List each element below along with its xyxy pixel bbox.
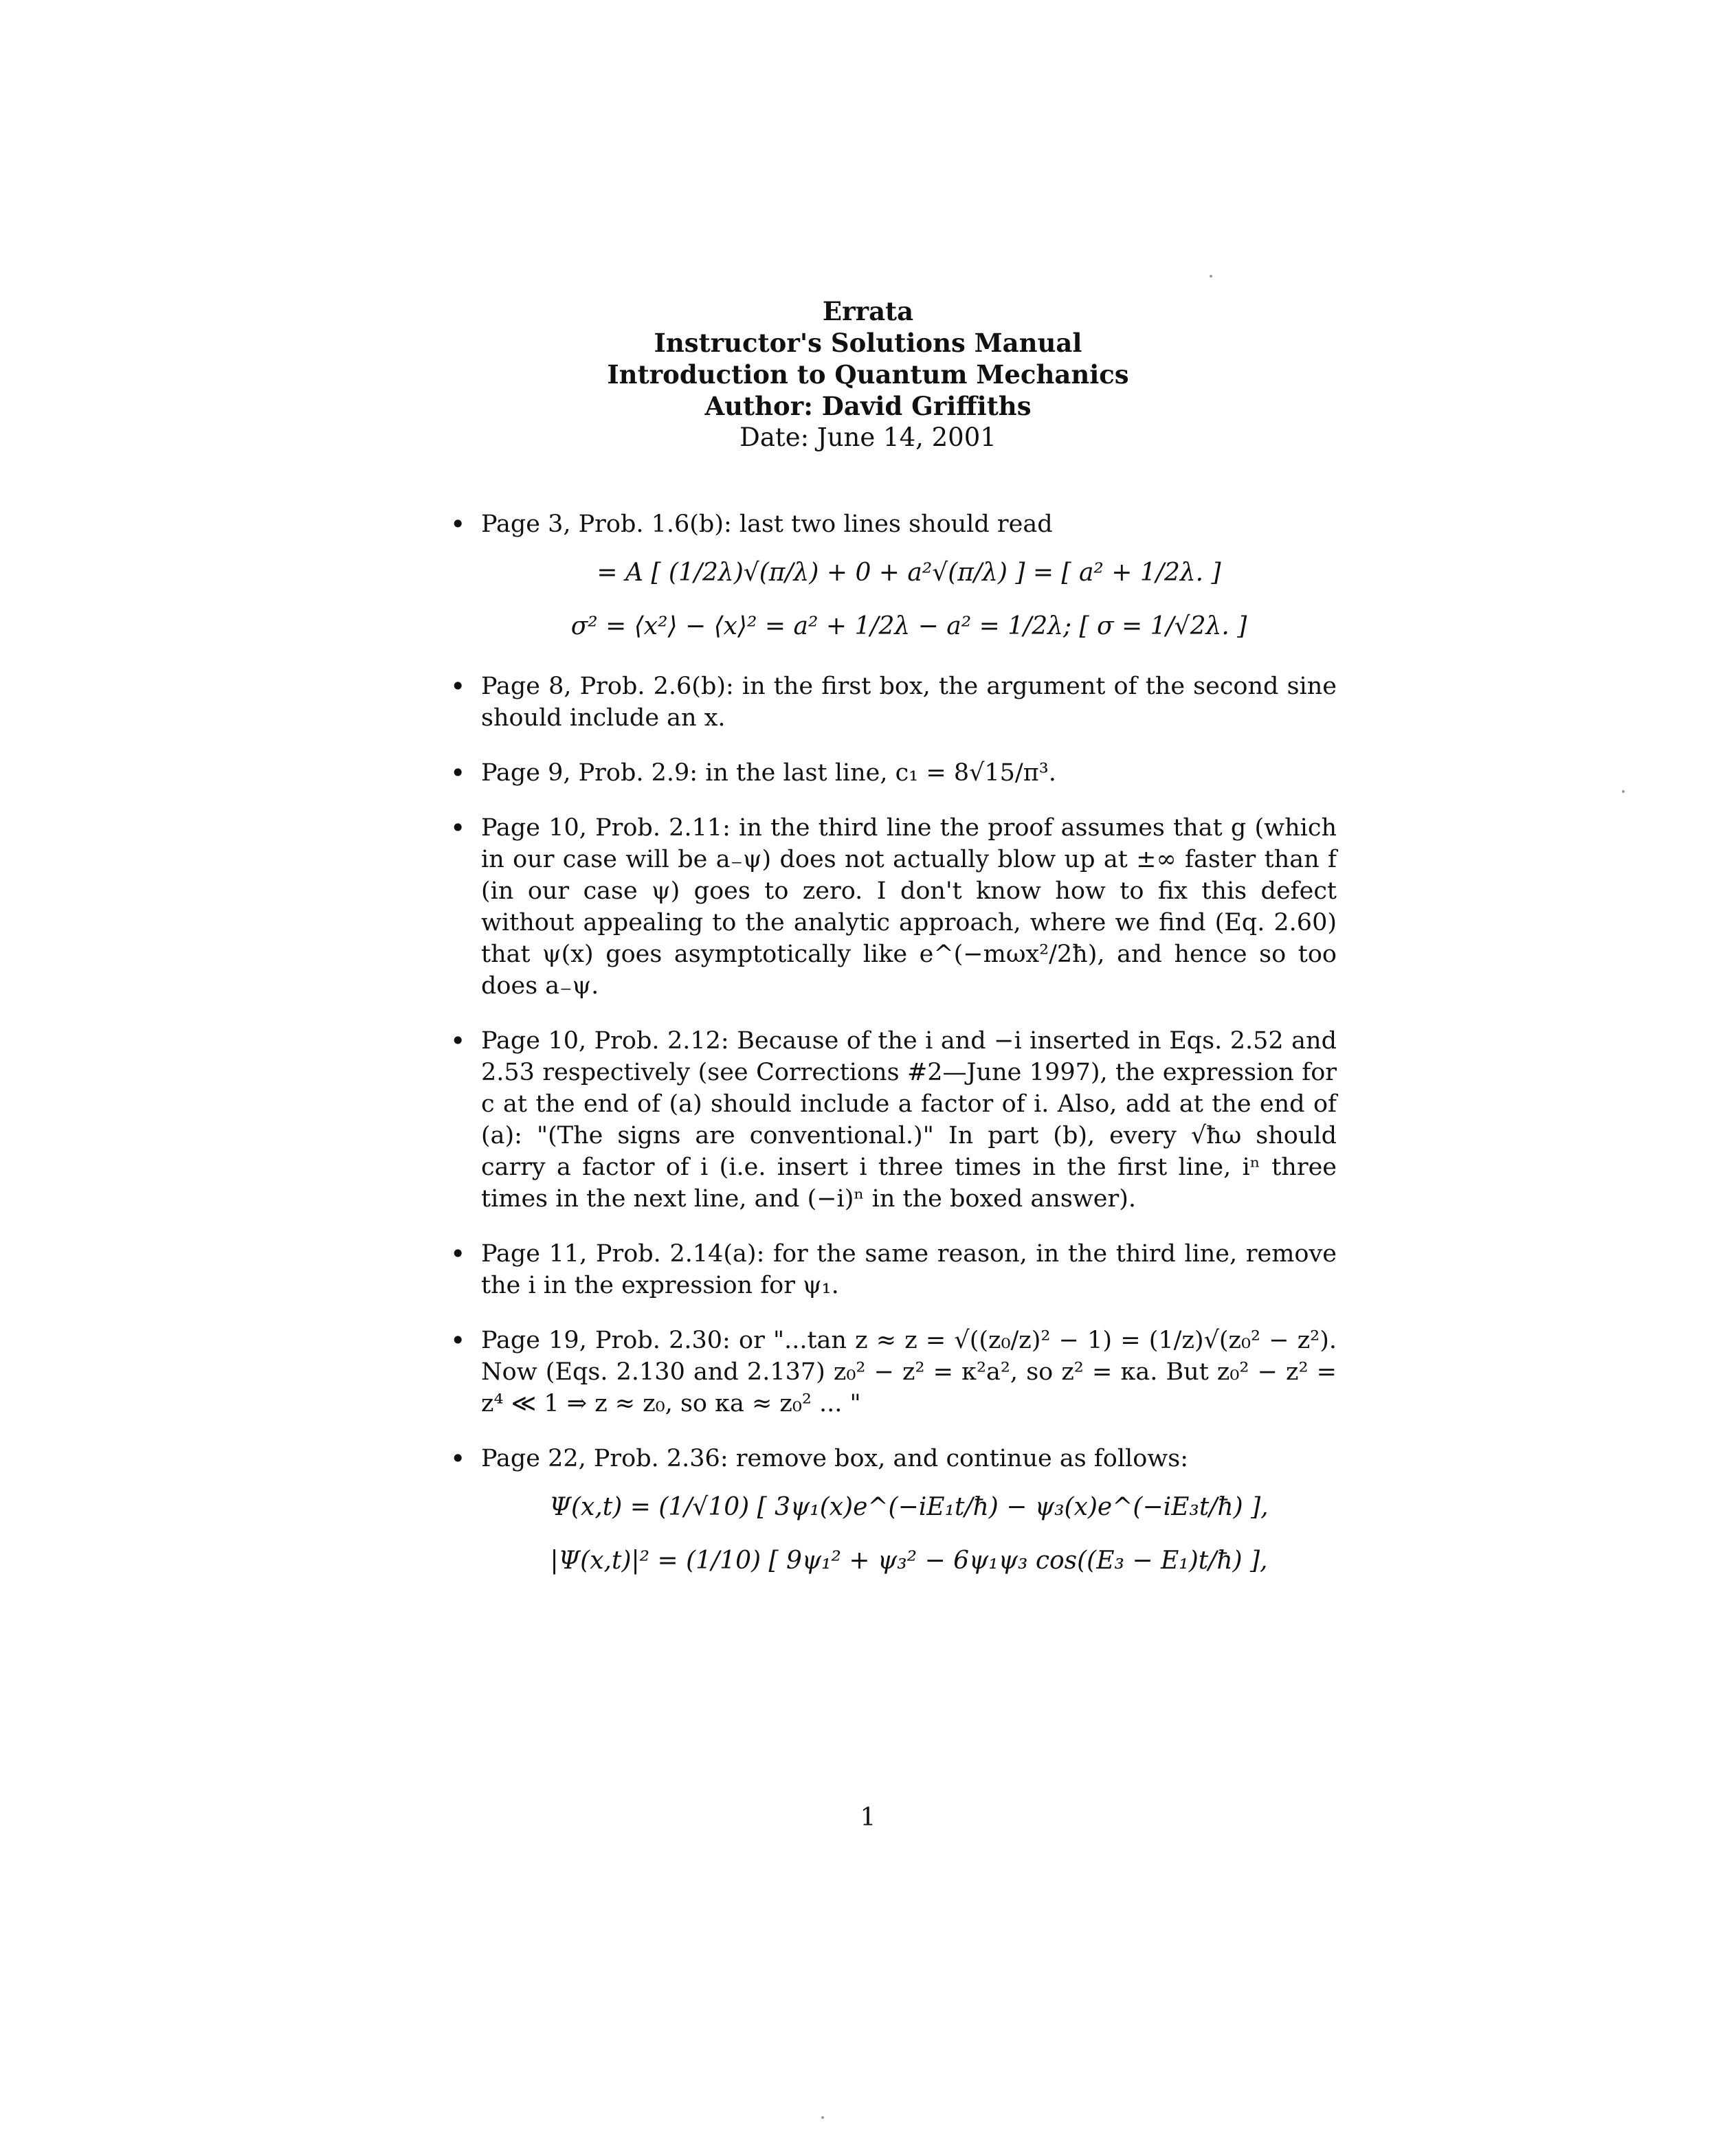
scan-speck — [821, 2116, 824, 2119]
header-date: Date: June 14, 2001 — [739, 423, 997, 452]
scan-speck — [1210, 275, 1212, 278]
erratum-item — [450, 1238, 1337, 1301]
erratum-item — [450, 1443, 1337, 1582]
header-title: Errata — [822, 296, 914, 326]
bullet-icon: • — [450, 671, 466, 701]
erratum-text: Page 19, Prob. 2.30: or "...tan z ≈ z = √((z₀/z)² − 1) = (1/z)√(z₀² − z²). Now (Eqs. 2.130 and 2.137) z₀² − z² = κ²a², so z² = κa. But z₀² − z² = z⁴ ≪ 1 ⇒ z ≈ z₀, so κa ≈ z₀² ... " — [481, 1327, 1337, 1417]
erratum-item — [450, 671, 1337, 734]
bullet-icon: • — [450, 1026, 466, 1056]
header-author: Author: David Griffiths — [704, 391, 1032, 421]
header-subtitle: Instructor's Solutions Manual — [654, 328, 1082, 358]
errata-list — [450, 508, 1337, 1605]
header-book: Introduction to Quantum Mechanics — [607, 359, 1129, 390]
bullet-icon: • — [450, 509, 466, 539]
erratum-text: Page 10, Prob. 2.12: Because of the i and −i inserted in Eqs. 2.52 and 2.53 respectively (see Corrections #2—June 1997), the expression for c at the end of (a) should include a factor of i. Also, add at the end of (a): "(The signs are conventional.)" In part (b), every √ħω should carry a factor of i (i.e. insert i three times in the first line, iⁿ three times in the next line, and (−i)ⁿ in the boxed answer). — [481, 1027, 1337, 1213]
erratum-item — [450, 508, 1337, 647]
erratum-item — [450, 812, 1337, 1002]
bullet-icon: • — [450, 1444, 466, 1474]
erratum-item — [450, 1025, 1337, 1215]
equation: Ψ(x,t) = (1/√10) [ 3ψ₁(x)e^(−iE₁t/ħ) − ψ₃(x)e^(−iE₃t/ħ) ], — [549, 1493, 1269, 1521]
erratum-text: Page 10, Prob. 2.11: in the third line the proof assumes that g (which in our case will be a₋ψ) does not actually blow up at ±∞ faster than f (in our case ψ) goes to zero. I don't know how to fix this defect without appealing to the analytic approach, where we find (Eq. 2.60) that ψ(x) goes asymptotically like e^(−mωx²/2ħ), and hence so too does a₋ψ. — [481, 814, 1337, 1000]
erratum-text: Page 3, Prob. 1.6(b): last two lines should read — [481, 510, 1053, 538]
erratum-text: Page 8, Prob. 2.6(b): in the first box, the argument of the second sine should include an x. — [481, 673, 1337, 732]
equation: = A [ (1/2λ)√(π/λ) + 0 + a²√(π/λ) ] = [ a² + 1/2λ. ] — [597, 559, 1221, 587]
erratum-item — [450, 1325, 1337, 1419]
erratum-text: Page 22, Prob. 2.36: remove box, and continue as follows: — [481, 1445, 1188, 1472]
page-number: 1 — [860, 1804, 876, 1832]
scan-speck — [1622, 790, 1625, 793]
erratum-text: Page 9, Prob. 2.9: in the last line, c₁ = 8√15/π³. — [481, 759, 1056, 787]
erratum-item — [450, 757, 1337, 789]
bullet-icon: • — [450, 758, 466, 788]
equation: σ² = ⟨x²⟩ − ⟨x⟩² = a² + 1/2λ − a² = 1/2λ; [ σ = 1/√2λ. ] — [570, 612, 1247, 640]
bullet-icon: • — [450, 813, 466, 843]
bullet-icon: • — [450, 1239, 466, 1269]
document-header — [0, 295, 1736, 453]
bullet-icon: • — [450, 1325, 466, 1356]
equation: |Ψ(x,t)|² = (1/10) [ 9ψ₁² + ψ₃² − 6ψ₁ψ₃ cos((E₃ − E₁)t/ħ) ], — [550, 1547, 1268, 1575]
erratum-text: Page 11, Prob. 2.14(a): for the same reason, in the third line, remove the i in the expression for ψ₁. — [481, 1240, 1337, 1299]
